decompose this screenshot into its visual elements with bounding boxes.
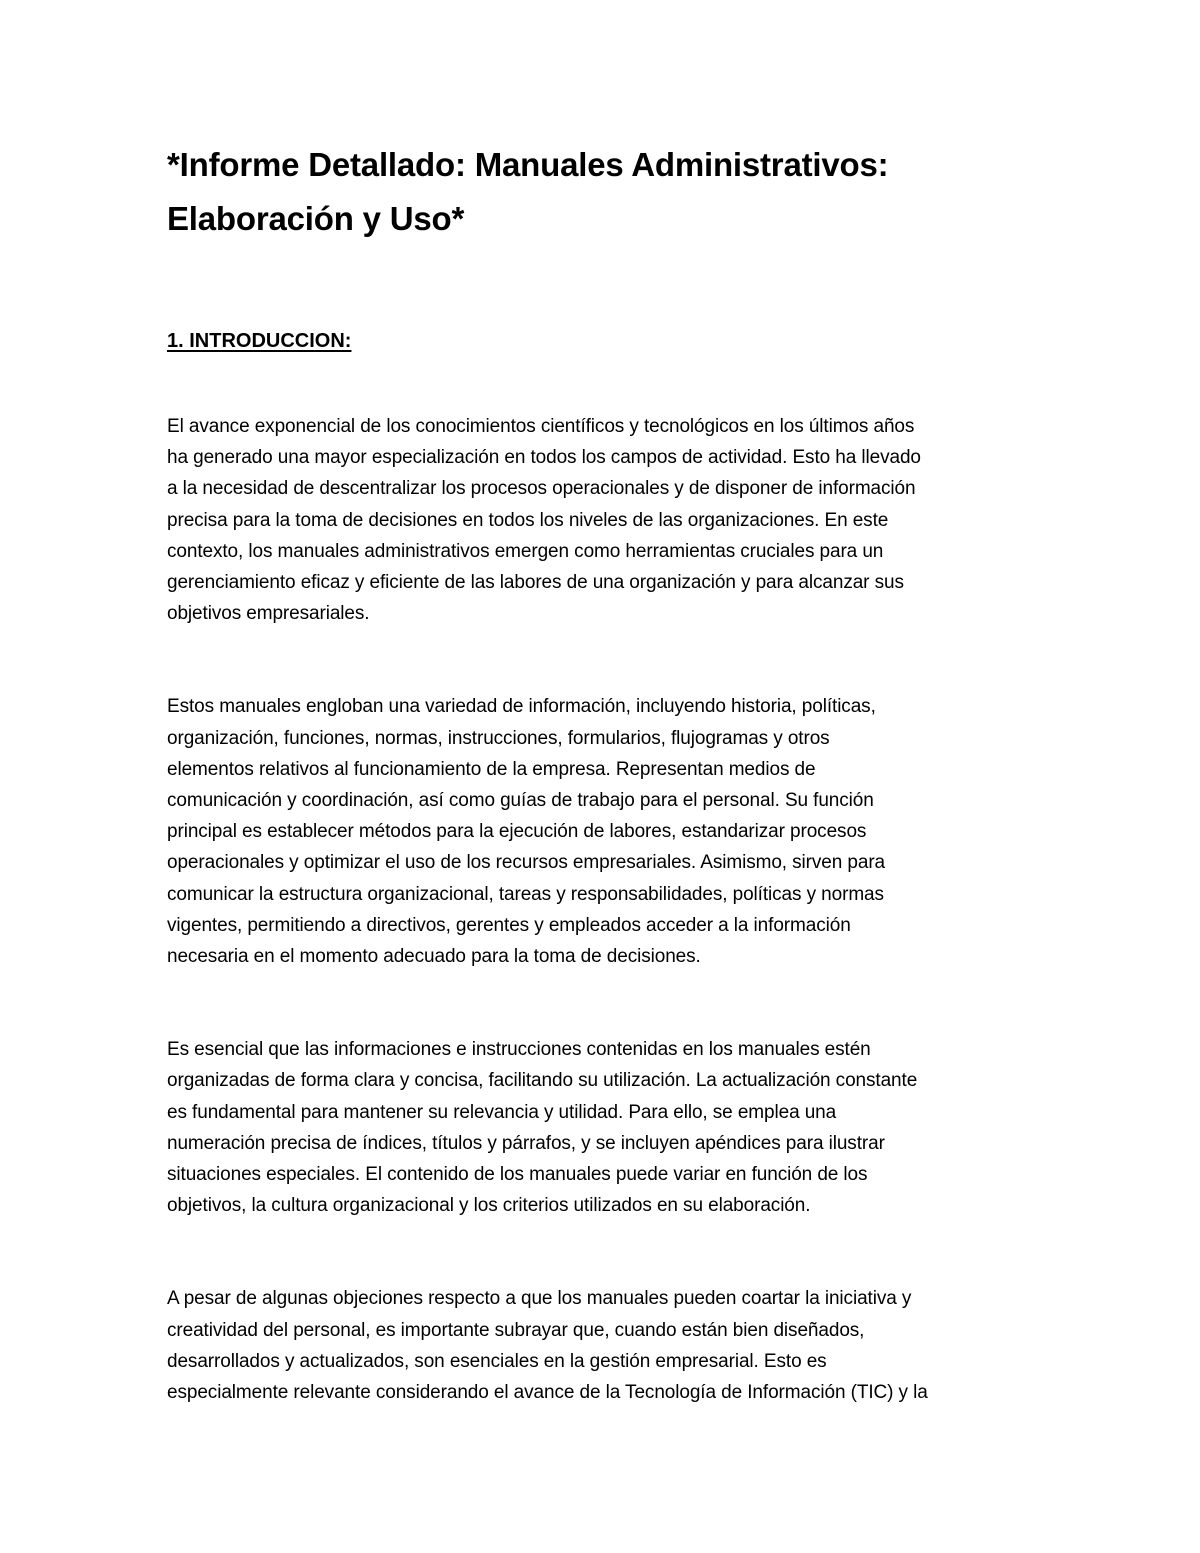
document-body — [167, 138, 1047, 1408]
paragraph-3 — [167, 1034, 1047, 1221]
section-heading-introduccion: 1. INTRODUCCION: — [167, 330, 352, 352]
paragraph-line: comunicación y coordinación, así como guías de trabajo para el personal. Su función — [167, 790, 874, 812]
paragraph-line: precisa para la toma de decisiones en todos los niveles de las organizaciones. En este — [167, 509, 889, 531]
document-title — [167, 138, 1047, 246]
paragraph-line: operacionales y optimizar el uso de los recursos empresariales. Asimismo, sirven para — [167, 852, 886, 874]
paragraph-line: vigentes, permitiendo a directivos, gerentes y empleados acceder a la información — [167, 914, 851, 936]
paragraph-line: organización, funciones, normas, instrucciones, formularios, flujogramas y otros — [167, 727, 830, 749]
paragraph-line: Estos manuales engloban una variedad de información, incluyendo historia, políticas, — [167, 696, 876, 718]
title-line: Elaboración y Uso* — [167, 200, 465, 237]
paragraph-line: objetivos, la cultura organizacional y los criterios utilizados en su elaboración. — [167, 1195, 811, 1217]
paragraph-line: creatividad del personal, es importante subrayar que, cuando están bien diseñados, — [167, 1319, 865, 1341]
paragraph-1 — [167, 411, 1047, 629]
paragraph-line: contexto, los manuales administrativos emergen como herramientas cruciales para un — [167, 540, 884, 562]
paragraph-line: gerenciamiento eficaz y eficiente de las labores de una organización y para alcanzar sus — [167, 572, 904, 594]
paragraph-line: situaciones especiales. El contenido de los manuales puede variar en función de los — [167, 1164, 868, 1186]
paragraph-line: Es esencial que las informaciones e instrucciones contenidas en los manuales estén — [167, 1039, 871, 1061]
paragraph-line: especialmente relevante considerando el avance de la Tecnología de Información (TIC) y la — [167, 1382, 928, 1404]
paragraph-line: organizadas de forma clara y concisa, facilitando su utilización. La actualización constante — [167, 1070, 918, 1092]
paragraph-line: es fundamental para mantener su relevancia y utilidad. Para ello, se emplea una — [167, 1101, 837, 1123]
paragraph-2 — [167, 691, 1047, 972]
paragraph-line: a la necesidad de descentralizar los procesos operacionales y de disponer de información — [167, 478, 916, 500]
paragraph-line: necesaria en el momento adecuado para la toma de decisiones. — [167, 946, 701, 968]
title-line: *Informe Detallado: Manuales Administrativos: — [167, 146, 889, 183]
paragraph-line: comunicar la estructura organizacional, tareas y responsabilidades, políticas y normas — [167, 883, 884, 905]
paragraph-line: principal es establecer métodos para la ejecución de labores, estandarizar procesos — [167, 821, 867, 843]
paragraph-line: elementos relativos al funcionamiento de la empresa. Representan medios de — [167, 758, 816, 780]
paragraph-line: objetivos empresariales. — [167, 603, 370, 625]
paragraph-line: A pesar de algunas objeciones respecto a que los manuales pueden coartar la iniciativa y — [167, 1288, 912, 1310]
paragraph-line: El avance exponencial de los conocimientos científicos y tecnológicos en los últimos años — [167, 416, 915, 437]
paragraph-line: numeración precisa de índices, títulos y párrafos, y se incluyen apéndices para ilustrar — [167, 1132, 885, 1154]
paragraph-line: desarrollados y actualizados, son esenciales en la gestión empresarial. Esto es — [167, 1350, 827, 1372]
paragraph-4 — [167, 1283, 1047, 1408]
paragraph-line: ha generado una mayor especialización en todos los campos de actividad. Esto ha llevado — [167, 447, 921, 469]
